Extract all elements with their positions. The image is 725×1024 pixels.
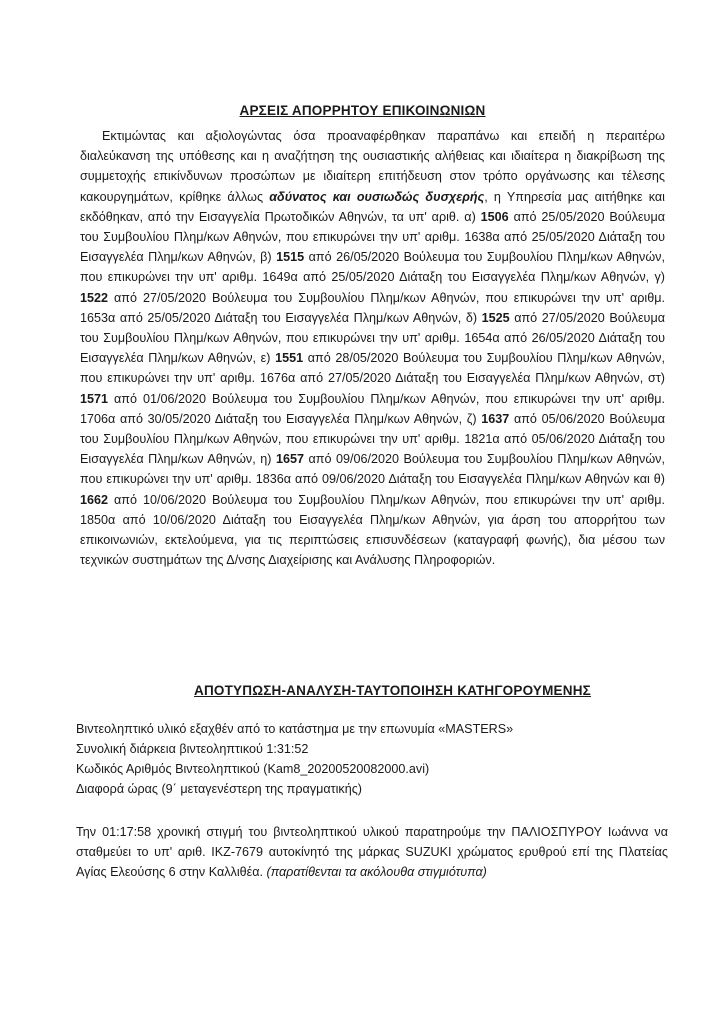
video-code-line: Κωδικός Αριθμός Βιντεοληπτικού (Kam8_20200520082000.avi) xyxy=(76,762,430,776)
emphasis-text: αδύνατος και ουσιωδώς δυσχερής xyxy=(269,189,485,204)
paragraph-text: από 10/06/2020 Βούλευμα του Συμβουλίου Πλημ/κων Αθηνών, που επικυρώνει την υπ' αριθμ. 1850α από 10/06/2020 Διάταξη του Εισαγγελέα Πλημ/κων Αθηνών, για άρση του απορρήτου των επικοινωνιών, εκτελούμενα, για τις περιπτώσεις επισυνδέσεων (καταγραφή φωνής), δια μέσου των τεχνικών συστημάτων της Δ/νσης Διαχείρισης και Ανάλυσης Πληροφοριών. xyxy=(80,492,665,568)
video-source-line: Βιντεοληπτικό υλικό εξαχθέν από το κατάστημα με την επωνυμία «MASTERS» xyxy=(76,722,514,736)
snapshots-note: (παρατίθενται τα ακόλουθα στιγμιότυπα) xyxy=(266,865,487,880)
video-metadata xyxy=(76,719,676,799)
paragraph-text: από 28/05/2020 Βούλευμα του Συμβουλίου Πλημ/κων Αθηνών, που επικυρώνει την υπ' αριθμ. 1676α από 27/05/2020 Διάταξη του Εισαγγελέα Πλημ/κων Αθηνών, στ) xyxy=(80,351,665,386)
paragraph-text: από 27/05/2020 Βούλευμα του Συμβουλίου Πλημ/κων Αθηνών, που επικυρώνει την υπ' αριθμ. 1653α από 25/05/2020 Διάταξη του Εισαγγελέα Πλημ/κων Αθηνών, δ) xyxy=(80,290,665,325)
decree-number: 1522 xyxy=(80,290,109,305)
decree-number: 1571 xyxy=(80,391,109,406)
time-offset-line: Διαφορά ώρας (9΄ μεταγενέστερη της πραγματικής) xyxy=(76,782,362,796)
observation-paragraph xyxy=(76,822,668,883)
section-title-communications: ΑΡΣΕΙΣ ΑΠΟΡΡΗΤΟΥ ΕΠΙΚΟΙΝΩΝΙΩΝ xyxy=(239,103,486,118)
section-title-analysis: ΑΠΟΤΥΠΩΣΗ-ΑΝΑΛΥΣΗ-ΤΑΥΤΟΠΟΙΗΣΗ ΚΑΤΗΓΟΡΟΥΜΕΝΗΣ xyxy=(194,683,591,698)
paragraph-text: Εκτιμώντας και αξιολογώντας όσα προαναφέρθηκαν παραπάνω και επειδή η περαιτέρω διαλεύκανση της υπόθεσης και η αναζήτηση της ουσιαστικής αλήθειας και ιδιαίτερα η διακρίβωση της συμμετοχής επικίνδυνων προσώπων με ιδιαίτερη επιτήδευση στον τρόπο οργάνωσης και τέλεσης κακουργημάτων, κρίθηκε άλλως xyxy=(80,129,665,204)
observation-text: Την 01:17:58 χρονική στιγμή του βιντεοληπτικού υλικού παρατηρούμε την ΠΑΛΙΟΣΠΥΡΟΥ Ιωάννα να σταθμεύει το υπ' αριθ. ΙΚΖ-7679 αυτοκίνητό της μάρκας SUZUKI χρώματος ερυθρού επί της Πλατείας Αγίας Ελεούσης 6 στην Καλλιθέα. xyxy=(76,825,668,880)
paragraph-text: , η Υπηρεσία μας αιτήθηκε και εκδόθηκαν, από την Εισαγγελία Πρωτοδικών Αθηνών, τα υπ' αριθ. α) xyxy=(80,189,665,224)
paragraph-text: από 25/05/2020 Βούλευμα του Συμβουλίου Πλημ/κων Αθηνών, που επικυρώνει την υπ' αριθμ. 1638α από 25/05/2020 Διάταξη του Εισαγγελέα Πλημ/κων Αθηνών, β) xyxy=(80,209,665,265)
decree-number: 1657 xyxy=(275,452,304,467)
decree-number: 1506 xyxy=(480,209,509,224)
paragraph-text: από 27/05/2020 Βούλευμα του Συμβουλίου Πλημ/κων Αθηνών, που επικυρώνει την υπ' αριθμ. 1654α από 26/05/2020 Διάταξη του Εισαγγελέα Πλημ/κων Αθηνών, ε) xyxy=(80,310,665,366)
decree-number: 1525 xyxy=(481,310,510,325)
decree-number: 1637 xyxy=(481,411,510,426)
video-duration-line: Συνολική διάρκεια βιντεοληπτικού 1:31:52 xyxy=(76,742,309,756)
paragraph-text: από 09/06/2020 Βούλευμα του Συμβουλίου Πλημ/κων Αθηνών, που επικυρώνει την υπ' αριθμ. 1836α από 09/06/2020 Διάταξη του Εισαγγελέα Πλημ/κων Αθηνών και θ) xyxy=(80,452,665,487)
paragraph-text: από 26/05/2020 Βούλευμα του Συμβουλίου Πλημ/κων Αθηνών, που επικυρώνει την υπ' αριθμ. 1649α από 25/05/2020 Διάταξη του Εισαγγελέα Πλημ/κων Αθηνών, γ) xyxy=(80,250,665,285)
decree-number: 1515 xyxy=(276,250,305,265)
communications-paragraph xyxy=(80,126,665,570)
paragraph-text: από 01/06/2020 Βούλευμα του Συμβουλίου Πλημ/κων Αθηνών, που επικυρώνει την υπ' αριθμ. 1706α από 30/05/2020 Διάταξη του Εισαγγελέα Πλημ/κων Αθηνών, ζ) xyxy=(80,391,665,426)
decree-number: 1662 xyxy=(80,492,109,507)
decree-number: 1551 xyxy=(275,351,304,366)
paragraph-text: από 05/06/2020 Βούλευμα του Συμβουλίου Πλημ/κων Αθηνών, που επικυρώνει την υπ' αριθμ. 1821α από 05/06/2020 Διάταξη του Εισαγγελέα Πλημ/κων Αθηνών, η) xyxy=(80,411,665,467)
